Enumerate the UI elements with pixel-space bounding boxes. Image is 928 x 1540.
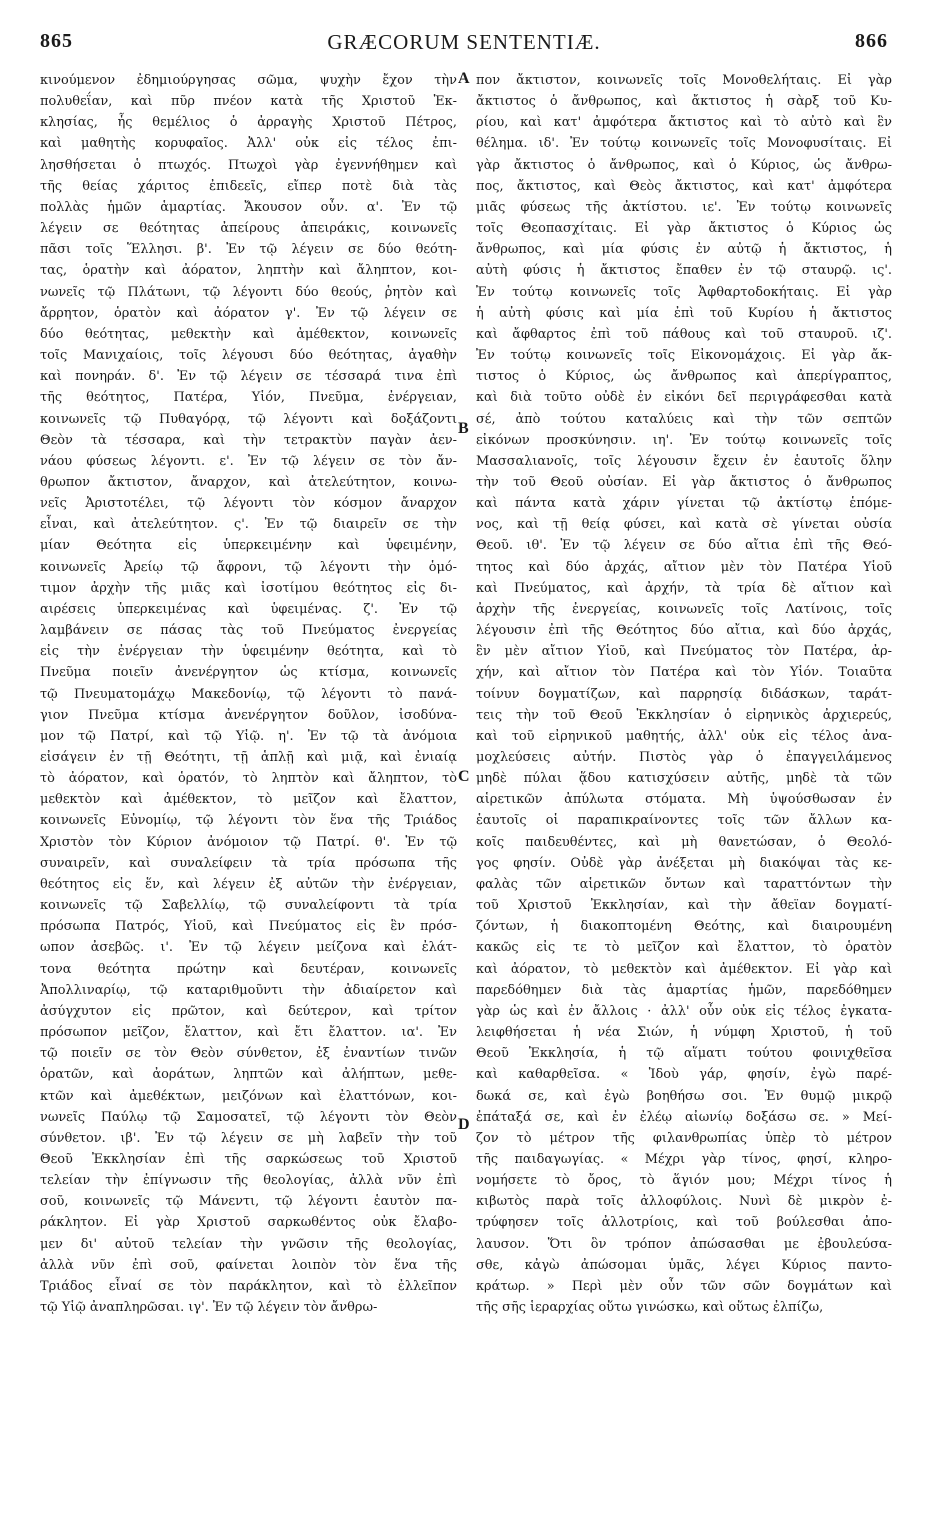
right-column-text-line: καὶ τοῦ εἰρηνικοῦ μαθητής, ἀλλ' οὐκ εἰς τέλος ἀνα- bbox=[476, 728, 892, 744]
left-column-text-line: κοινωνεῖς τῷ Σαβελλίῳ, τῷ συναλείφοντι τὰ τρία bbox=[40, 898, 457, 914]
right-column-text-line: τῆς σῆς ἱεραρχίας οὕτω γινώσκω, καὶ οὕτως ἐλπίζω, bbox=[476, 1300, 824, 1316]
margin-marker-b: B bbox=[458, 420, 469, 437]
right-column-text-line: τρύφησεν τοῖς ἀλλοτρίοις, καὶ τοῦ βούλεσθαι ἀπο- bbox=[476, 1215, 892, 1231]
right-column-text-line: κακῶς εἰς τε τὸ μεῖζον καὶ ἔλαττον, τὸ ὁρατὸν bbox=[476, 940, 892, 956]
left-column-text-line: τῷ Πνευματομάχῳ Μακεδονίῳ, τῷ λέγοντι τὸ πανά- bbox=[40, 686, 457, 702]
right-column-text-line: ἀρχὴν τῆς ἐνεργείας, κοινωνεῖς τοῖς Λατίνοις, τοῖς bbox=[476, 601, 892, 617]
margin-marker-d: D bbox=[458, 1116, 470, 1133]
left-column-text-line: πολυθεΐαν, καὶ πῦρ πνέον κατὰ τῆς Χριστοῦ Ἐκ- bbox=[40, 94, 457, 110]
running-title: GRÆCORUM SENTENTIÆ. bbox=[327, 30, 601, 54]
right-column-text-line: δωκά σε, καὶ ἐγὼ βοηθήσω σοι. Ἐν θυμῷ μικρῷ bbox=[476, 1088, 892, 1104]
right-column-text-line: μοχλεύσεις αὐτήν. Πιστὸς γὰρ ὁ ἐπαγγειλάμενος bbox=[476, 750, 892, 765]
left-column-text-line: νωνεῖς Παύλῳ τῷ Σαμοσατεῖ, τῷ λέγοντι τὸν Θεὸν bbox=[40, 1109, 457, 1125]
left-column-text-line: εἶναι, καὶ ἀτελεύτητον. ς'. Ἐν τῷ διαιρεῖν σε τὴν bbox=[40, 517, 457, 533]
left-column-text-line: πρόσωπα Πατρός, Υἱοῦ, καὶ Πνεύματος εἰς ἓν πρόσ- bbox=[40, 919, 457, 935]
left-column-text-line: γιον Πνεῦμα κτίσμα ἀνενέργητον δοῦλον, ἰσοδύνα- bbox=[40, 707, 457, 723]
left-column-text-line: πᾶσι τοῖς Ἕλλησι. β'. Ἐν τῷ λέγειν σε δύο θεότη- bbox=[40, 242, 457, 258]
left-column-text-line: κινούμενον ἐδημιούργησας σῶμα, ψυχὴν ἔχον τὴν bbox=[40, 73, 457, 88]
left-column-text-line: ὁρατῶν, καὶ ἀοράτων, ληπτῶν καὶ ἀλήπτων, μεθε- bbox=[40, 1067, 457, 1083]
left-column-text-line: Πνεῦμα ποιεῖν ἀνενέργητον ὡς κτίσμα, κοινωνεῖς bbox=[40, 665, 457, 681]
left-column-text-line: εἰς τὴν ἐνέργειαν τὴν ὑφειμένην θεότητα, καὶ τὸ bbox=[40, 644, 457, 660]
left-column-text-line: τοῖς Μανιχαίοις, τοῖς λέγουσι δύο θεότητας, ἀγαθὴν bbox=[40, 348, 457, 364]
left-column-text-line: δύο θεότητας, μεθεκτὴν καὶ ἀμέθεκτον, κοινωνεῖς bbox=[40, 326, 457, 342]
right-column-text-line: μηδὲ πύλαι ᾅδου κατισχύσειν αὐτῆς, μηδὲ τὰ τῶν bbox=[476, 771, 892, 787]
right-column-text-line: κοῖς παιδευθέντες, καὶ μὴ θανετώσαν, ὁ Θεολό- bbox=[476, 834, 892, 850]
left-column-text-line: κοινωνεῖς τῷ Πυθαγόρᾳ, τῷ λέγοντι καὶ δοξάζοντι bbox=[40, 411, 457, 427]
right-column-text-line: μιᾶς φύσεως τῆς ἀκτίστου. ιε'. Ἐν τούτῳ κοινωνεῖς bbox=[476, 199, 892, 215]
left-column-text-line: Τριάδος εἶναί σε τὸν παράκλητον, καὶ τὸ ἐλλεῖπον bbox=[40, 1278, 457, 1294]
right-column-text-line: τητος καὶ δύο ἀρχάς, αἴτιον μὲν τὸν Πατέρα Υἱοῦ bbox=[476, 559, 892, 575]
left-column-text-line: ράκλητον. Εἰ γὰρ Χριστοῦ σαρκωθέντος οὐκ ἔλαβο- bbox=[40, 1215, 457, 1231]
left-column-text-line: καὶ μαθητὴς κορυφαῖος. Ἀλλ' οὐκ εἰς τέλος ἐπι- bbox=[40, 136, 457, 152]
right-column-text-line: θέλημα. ιδ'. Ἐν τούτῳ κοινωνεῖς τοῖς Μονοφυσίταις. Εἰ bbox=[476, 136, 892, 152]
left-column-text-line: τὸ ἀόρατον, καὶ ὁρατόν, τὸ ληπτὸν καὶ ἄληπτον, τὸ bbox=[40, 771, 457, 787]
left-column-text-line: μεν δι' αὐτοῦ τελείαν τὴν γνῶσιν τῆς θεολογίας, bbox=[40, 1236, 457, 1252]
left-column-text-line: λησθήσεται ὁ πτωχός. Πτωχοὶ γὰρ ἐγεννήθημεν καὶ bbox=[40, 157, 457, 173]
right-column-text-line: καὶ καθαρθεῖσα. « Ἰδοὺ γάρ, φησίν, ἐγὼ παρέ- bbox=[476, 1067, 892, 1083]
right-column-text-line: πος, ἄκτιστος, καὶ Θεὸς ἄκτιστος, καὶ κατ' ἀμφότερα bbox=[476, 178, 892, 194]
page-header bbox=[40, 30, 888, 60]
left-column-text-line: σοῦ, κοινωνεῖς τῷ Μάνεντι, τῷ λέγοντι ἑαυτὸν πα- bbox=[40, 1194, 457, 1210]
right-column-text-line: τοίνυν δογματίζων, καὶ παρρησίᾳ διδάσκων, ταράτ- bbox=[476, 686, 892, 702]
margin-marker-a: A bbox=[458, 70, 470, 87]
right-column bbox=[476, 70, 892, 1540]
left-column-text-line: τιμον ἀρχὴν τῆς μιᾶς καὶ ἰσοτίμου θεότητος εἰς δι- bbox=[40, 580, 457, 596]
right-column-text-line: ἄκτιστος ὁ ἄνθρωπος, καὶ ἄκτιστος ἡ σὰρξ τοῦ Κυ- bbox=[476, 94, 892, 110]
right-column-text-line: σέ, ἀπὸ τούτου καταλύεις καὶ τὴν τῶν σεπτῶν bbox=[476, 411, 892, 427]
right-column-text-line: καὶ ἀόρατον, τὸ μεθεκτὸν καὶ ἀμέθεκτον. Εἰ γὰρ καὶ bbox=[476, 961, 892, 977]
left-column-text-line: σύνθετον. ιβ'. Ἐν τῷ λέγειν σε μὴ λαβεῖν τὴν τοῦ bbox=[40, 1130, 457, 1146]
left-column-text-line: κοινωνεῖς Ἀρείῳ τῷ ἄφρονι, τῷ λέγοντι τὴν ὁμό- bbox=[40, 559, 457, 575]
right-column-text-line: φαλὰς τῶν αἱρετικῶν ὄντων καὶ ταραττόντων τὴν bbox=[476, 876, 892, 892]
right-column-text-line: πον ἄκτιστον, κοινωνεῖς τοῖς Μονοθελήταις. Εἰ γὰρ bbox=[476, 73, 892, 88]
left-column-text-line: λέγειν σε θεότητας ἀπείρους ἀπειράκις, κοινωνεῖς bbox=[40, 221, 457, 237]
right-column-text-line: καὶ Πνεύματος, καὶ ἀρχήν, τὰ τρία δὲ αἴτιον καὶ bbox=[476, 580, 892, 596]
left-column-text-line: Ἀπολλιναρίῳ, τῷ καταριθμοῦντι τὴν ἀδιαίρετον καὶ bbox=[40, 982, 457, 998]
left-column-text-line: πολλὰς ἡμῶν ἁμαρτίας. Ἄκουσον οὖν. α'. Ἐν τῷ bbox=[40, 199, 457, 215]
left-column-text-line: μον τῷ Πατρί, καὶ τῷ Υἱῷ. η'. Ἐν τῷ τὰ ἀνόμοια bbox=[40, 728, 457, 744]
left-column-text-line: τας, ὁρατὴν καὶ ἀόρατον, ληπτὴν καὶ ἄληπτον, κοι- bbox=[40, 263, 457, 279]
left-column-text-line: νάου φύσεως λέγοντι. ε'. Ἐν τῷ λέγειν σε τὸν ἄν- bbox=[40, 453, 457, 469]
right-column-text-line: τιστος ὁ Κύριος, ὡς ἄνθρωπος καὶ ἀπερίγραπτος, bbox=[476, 369, 892, 385]
right-column-text-line: γὰρ ἄκτιστος ὁ ἄνθρωπος, καὶ ὁ Κύριος, ὡς ἄνθρω- bbox=[476, 157, 892, 173]
left-column-text-line: ἄρρητον, ὁρατὸν καὶ ἀόρατον γ'. Ἐν τῷ λέγειν σε bbox=[40, 305, 457, 321]
left-column-text-line: εἰσάγειν ἐν τῇ Θεότητι, τῇ ἁπλῇ καὶ μιᾷ, καὶ ἐνιαίᾳ bbox=[40, 750, 457, 765]
left-column bbox=[40, 70, 457, 1540]
left-column-text-line: τῷ ποιεῖν σε τὸν Θεὸν σύνθετον, ἐξ ἐναντίων τινῶν bbox=[40, 1046, 457, 1062]
right-column-text-line: χήν, καὶ αἴτιον τὸν Πατέρα καὶ τὸν Υἱόν. Τοιαῦτα bbox=[476, 665, 892, 681]
page-number-left: 865 bbox=[40, 30, 73, 52]
left-column-text-line: μίαν Θεότητα εἰς ὑπερκειμένην καὶ ὑφειμένην, bbox=[40, 538, 457, 554]
right-column-text-line: γὰρ ὡς καὶ ἐν ἄλλοις · ἀλλ' οὖν οὐκ εἰς τέλος ἐγκατα- bbox=[476, 1003, 892, 1019]
right-column-text-line: τῆς παιδαγωγίας. « Μέχρι γὰρ τίνος, φησί, κληρο- bbox=[476, 1151, 892, 1167]
right-column-text-line: αἱρετικῶν ἀπύλωτα στόματα. Μὴ ὑψούσθωσαν ἐν bbox=[476, 792, 892, 808]
right-column-text-line: ἄνθρωπος, καὶ μία φύσις ἐν αὐτῷ ἡ ἄκτιστος, ἡ bbox=[476, 242, 892, 258]
right-column-text-line: ρίου, καὶ κατ' ἀμφότερα ἄκτιστος καὶ τὸ αὐτὸ καὶ ἓν bbox=[476, 115, 892, 131]
right-column-text-line: Ἐν τούτῳ κοινωνεῖς τοῖς Εἰκονομάχοις. Εἰ γὰρ ἄκ- bbox=[476, 348, 892, 364]
right-column-text-line: τοῖς Θεοπασχίταις. Εἰ γὰρ ἄκτιστος ὁ Κύριος ὡς bbox=[476, 221, 892, 237]
left-column-text-line: τονα θεότητα πρώτην καὶ δευτέραν, κοινωνεῖς bbox=[40, 961, 457, 977]
left-column-text-line: θεότητος εἰς ἕν, καὶ λέγειν ἐξ αὐτῶν τὴν ἐνέργειαν, bbox=[40, 876, 457, 892]
left-column-text-line: τῆς θεότητος, Πατέρα, Υἱόν, Πνεῦμα, ἐνέργειαν, bbox=[40, 390, 457, 406]
right-column-text-line: Μασσαλιανοῖς, τοῖς λέγουσιν ἔχειν ἐν ἑαυτοῖς ὅλην bbox=[476, 453, 892, 469]
left-column-text-line: κτῶν καὶ ἀμεθέκτων, μειζόνων καὶ ἐλαττόνων, κοι- bbox=[40, 1088, 457, 1104]
left-column-text-line: Χριστὸν τὸν Κύριον ἀνόμοιον τῷ Πατρί. θ'. Ἐν τῷ bbox=[40, 834, 457, 850]
right-column-text-line: ζόντων, ἡ διακοπτομένη Θεότης, καὶ διαιρουμένη bbox=[476, 919, 892, 935]
margin-marker-c: C bbox=[458, 768, 470, 785]
right-column-text-line: καὶ πάντα κατὰ χάριν γίνεται τῷ ἀκτίστῳ ἑπόμε- bbox=[476, 496, 892, 512]
right-column-text-line: κράτωρ. » Περὶ μὲν οὖν τῶν σῶν δογμάτων καὶ bbox=[476, 1278, 892, 1294]
right-column-text-line: σθε, κἀγὼ ἀπώσομαι ὑμᾶς, λέγει Κύριος παντο- bbox=[476, 1257, 892, 1273]
right-column-text-line: λαυσον. Ὅτι ὃν τρόπον ἀπώσασθαι με ἐβουλεύσα- bbox=[476, 1236, 892, 1252]
left-column-text-line: τελείαν τὴν ἐπίγνωσιν τῆς θεολογίας, ἀλλὰ νῦν ἐπὶ bbox=[40, 1173, 457, 1189]
left-column-text-line: Θεοῦ Ἐκκλησίαν ἐπὶ τῆς σαρκώσεως τοῦ Χριστοῦ bbox=[40, 1151, 457, 1167]
right-column-text-line: ζον τὸ μέτρον τῆς φιλανθρωπίας ὑπὲρ τὸ μέτρον bbox=[476, 1130, 892, 1146]
left-column-text-line: μεθεκτὸν καὶ ἀμέθεκτον, τὸ μεῖζον καὶ ἔλαττον, bbox=[40, 792, 457, 808]
right-column-text-line: κιβωτὸς παρὰ τοῖς ἀλλοφύλοις. Νυνὶ δὲ μικρὸν ἐ- bbox=[476, 1194, 892, 1210]
right-column-text-line: αὐτὴ φύσις ἡ ἄκτιστος ἔπαθεν ἐν τῷ σταυρῷ. ις'. bbox=[476, 263, 892, 279]
right-column-text-line: ἓν μὲν αἴτιον Υἱοῦ, καὶ Πνεύματος τὸν Πατέρα, ἀρ- bbox=[476, 644, 892, 660]
left-column-text-line: κλησίας, ἧς θεμέλιος ὁ ἀρραγὴς Χριστοῦ Πέτρος, bbox=[40, 115, 457, 131]
left-column-text-line: Θεὸν τὰ τέσσαρα, καὶ τὴν τετρακτὺν παγὰν ἀεν- bbox=[40, 432, 457, 448]
right-column-text-line: νομήσετε τὸ ὄρος, τὸ ἅγιόν μου; Μέχρι τίνος ἡ bbox=[476, 1173, 892, 1189]
right-column-text-line: καὶ διὰ τοῦτο οὐδὲ ἐν εἰκόνι δεῖ περιγράφεσθαι κατὰ bbox=[476, 390, 892, 406]
left-column-text-line: πρόσωπον μεῖζον, ἔλαττον, καὶ ἔτι ἔλαττον. ια'. Ἐν bbox=[40, 1025, 457, 1041]
right-column-text-line: λειφθήσεται ἡ νέα Σιών, ἡ νύμφη Χριστοῦ, ἡ τοῦ bbox=[476, 1025, 892, 1041]
left-column-text-line: συναιρεῖν, καὶ συναλείφειν τὰ τρία πρόσωπα τῆς bbox=[40, 855, 457, 871]
left-column-text-line: ἀσύγχυτον εἰς πρῶτον, καὶ δεύτερον, καὶ τρίτον bbox=[40, 1003, 457, 1019]
left-column-text-line: καὶ πονηράν. δ'. Ἐν τῷ λέγειν σε τέσσαρά τινα ἐπὶ bbox=[40, 369, 457, 385]
left-column-text-line: νεῖς Ἀριστοτέλει, τῷ λέγοντι τὸν κόσμον ἄναρχον bbox=[40, 496, 457, 512]
right-column-text-line: Θεοῦ Ἐκκλησία, ἡ τῷ αἵματι τούτου φοινιχθεῖσα bbox=[476, 1046, 892, 1062]
left-column-text-line: τῷ Υἱῷ ἀναπληρῶσαι. ιγ'. Ἐν τῷ λέγειν τὸν ἄνθρω- bbox=[40, 1300, 378, 1316]
right-column-text-line: ἡ αὐτὴ φύσις καὶ μία ἐπὶ τοῦ Κυρίου ἡ ἄκτιστος bbox=[476, 305, 892, 321]
right-column-text-line: λέγουσιν ἐπὶ τῆς Θεότητος δύο αἴτια, καὶ δύο ἀρχάς, bbox=[476, 623, 892, 639]
left-column-text-line: λαμβάνειν σε πάσας τὰς τοῦ Πνεύματος ἐνεργείας bbox=[40, 623, 457, 639]
right-column-text-line: Ἐν τούτῳ κοινωνεῖς τοῖς Ἀφθαρτοδοκήταις. Εἰ γὰρ bbox=[476, 284, 892, 300]
right-column-text-line: τεις τὴν τοῦ Θεοῦ Ἐκκλησίαν ὁ εἰρηνικὸς ἀρχιερεύς, bbox=[476, 707, 892, 723]
left-column-text-line: ωπον ἀσεβῶς. ι'. Ἐν τῷ λέγειν μείζονα καὶ ἐλάτ- bbox=[40, 940, 457, 956]
right-column-text-line: παρεδόθημεν διὰ τὰς ἁμαρτίας ἡμῶν, παρεδόθημεν bbox=[476, 982, 892, 998]
left-column-text-line: θρωπον ἄκτιστον, ἄναρχον, καὶ ἀτελεύτητον, κοινω- bbox=[40, 474, 457, 490]
left-column-text-line: ἀλλὰ νῦν ἐπὶ σοῦ, φαίνεται λοιπὸν τὸν ἕνα τῆς bbox=[40, 1257, 457, 1273]
page-number-right: 866 bbox=[855, 30, 888, 52]
left-column-text-line: κοινωνεῖς Εὐνομίῳ, τῷ λέγοντι τὸν ἕνα τῆς Τριάδος bbox=[40, 813, 457, 829]
right-column-text-line: γος φησίν. Οὐδὲ γὰρ ἀνέξεται μὴ διακόψαι τὰς κε- bbox=[476, 855, 892, 871]
left-column-text-line: τῆς θείας χάριτος ἐπιδεεῖς, εἴπερ ποτὲ διὰ τὰς bbox=[40, 178, 457, 194]
right-column-text-line: τοῦ Χριστοῦ Ἐκκλησίαν, καὶ τὴν ἄθεϊαν δογματί- bbox=[476, 898, 892, 914]
right-column-text-line: τὴν τοῦ Θεοῦ οὐσίαν. Εἰ γὰρ ἄκτιστος ὁ ἄνθρωπος bbox=[476, 474, 892, 490]
left-column-text-line: νωνεῖς τῷ Πλάτωνι, τῷ λέγοντι δύο θεούς, ῥητὸν καὶ bbox=[40, 284, 457, 300]
right-column-text-line: νος, καὶ τῇ θείᾳ φύσει, καὶ κατὰ σὲ γίνεται οὐσία bbox=[476, 517, 892, 533]
right-column-text-line: εἰκόνων προσκύνησιν. ιη'. Ἐν τούτῳ κοινωνεῖς τοῖς bbox=[476, 432, 892, 448]
right-column-text-line: καὶ ἄφθαρτος ἐπὶ τοῦ πάθους καὶ τοῦ σταυροῦ. ιζ'. bbox=[476, 326, 892, 342]
right-column-text-line: Θεοῦ. ιθ'. Ἐν τῷ λέγειν σε δύο αἴτια ἐπὶ τῆς Θεό- bbox=[476, 538, 892, 554]
right-column-text-line: ἑαυτοῖς οἱ παραπικραίνοντες τοῖς τῶν ἄλλων κα- bbox=[476, 813, 892, 829]
left-column-text-line: αιρέσεις ὑπερκειμένας καὶ ὑφειμένας. ζ'. Ἐν τῷ bbox=[40, 601, 457, 617]
right-column-text-line: ἐπάταξά σε, καὶ ἐν ἐλέῳ αἰωνίῳ δοξάσω σε. » Μεί- bbox=[476, 1109, 892, 1125]
